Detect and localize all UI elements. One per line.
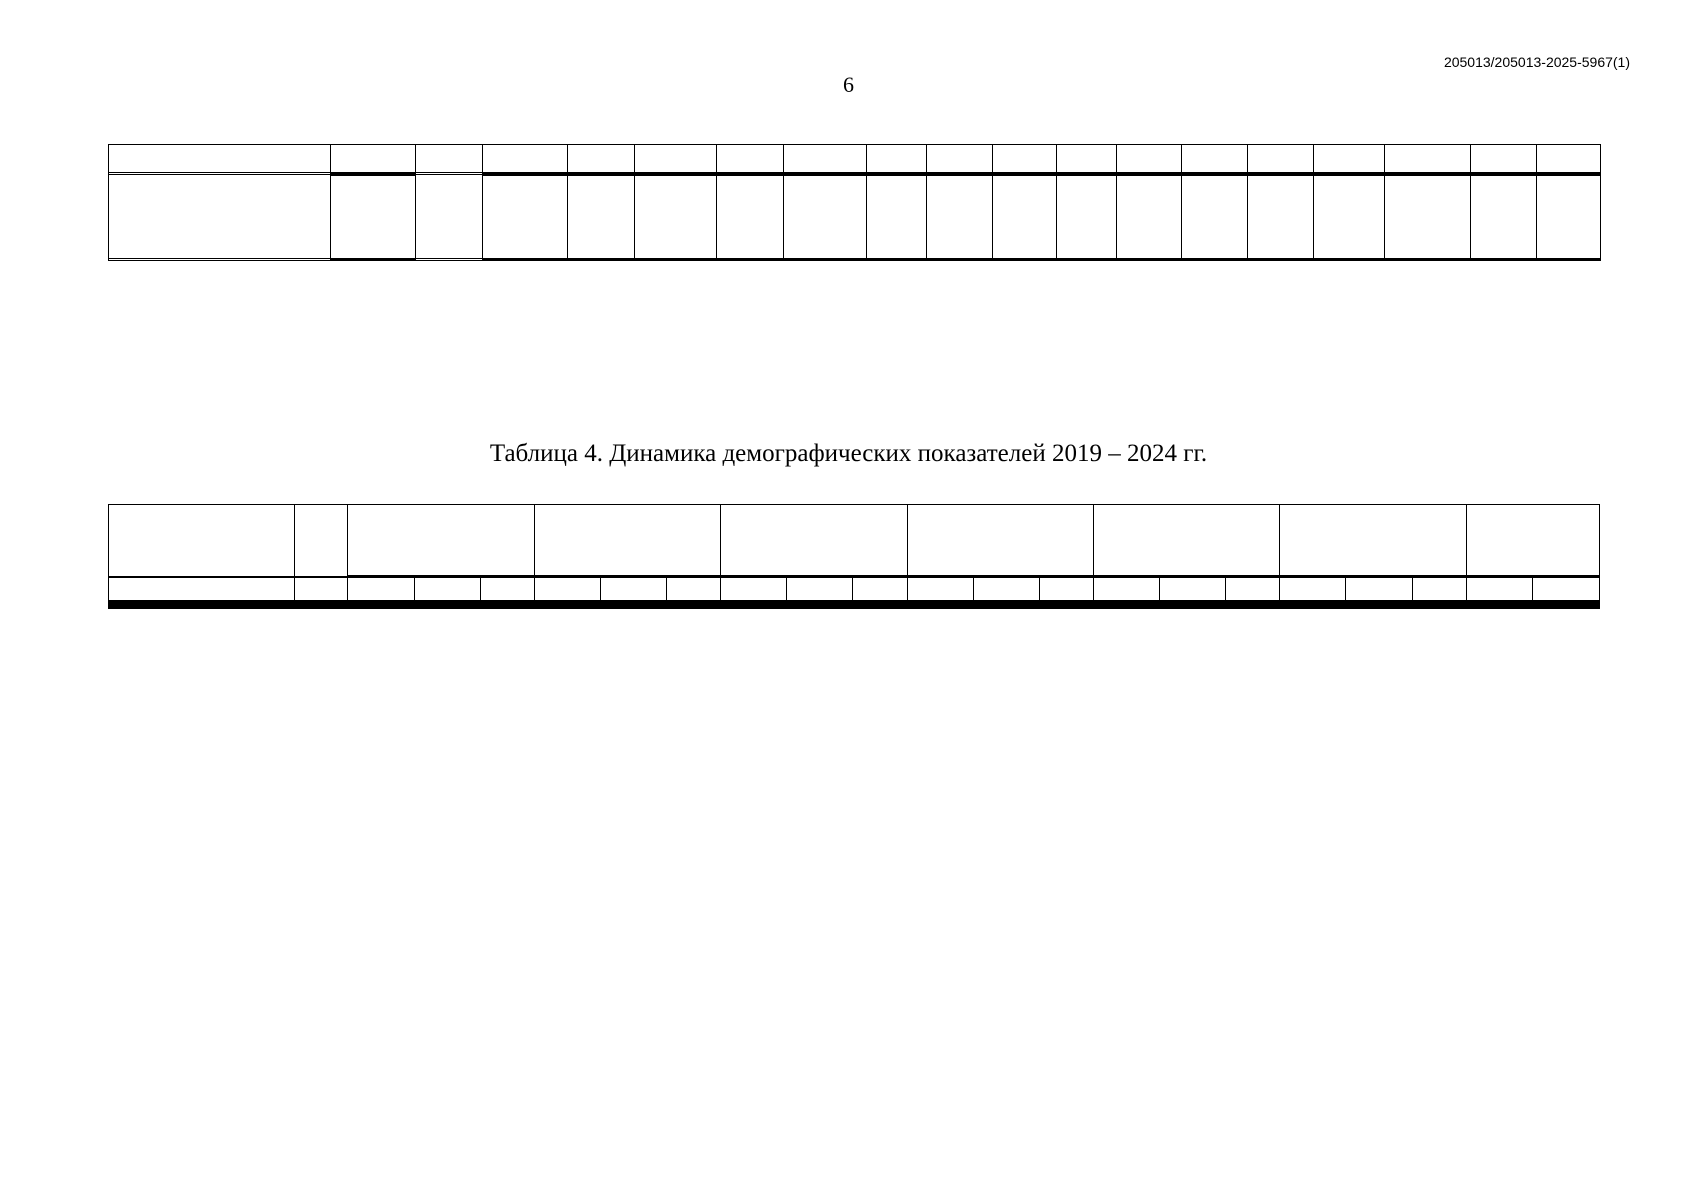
indicator-value [667, 608, 721, 609]
rate-value [1182, 260, 1248, 261]
rate-value [635, 176, 717, 259]
column-number [348, 577, 414, 601]
column-number [295, 577, 348, 601]
rate-value [717, 176, 784, 259]
rate-value [483, 260, 568, 261]
document-id: 205013/205013-2025-5967(1) [1443, 54, 1630, 70]
indicator-value [480, 608, 534, 609]
rate-value [1385, 176, 1471, 259]
indicator-value [1039, 608, 1093, 609]
column-number [1160, 577, 1226, 601]
column-number [109, 145, 331, 173]
indicator-value [1226, 608, 1280, 609]
rate-value [1471, 176, 1537, 259]
indicator-value [853, 608, 907, 609]
indicator-value [787, 608, 853, 609]
column-number [1093, 577, 1159, 601]
header-row [109, 505, 1600, 576]
indicator-header [109, 505, 295, 578]
rate-value [1385, 260, 1471, 261]
indicator-value [721, 608, 787, 609]
disease-rates-table [108, 144, 1601, 261]
indicator-value [534, 608, 600, 609]
column-number [784, 145, 867, 173]
area-type [331, 176, 416, 259]
year-header [348, 505, 534, 576]
column-number [331, 145, 416, 173]
rate-value [483, 176, 568, 259]
column-number [993, 145, 1057, 173]
indicator-value [1160, 608, 1226, 609]
column-number [1057, 145, 1117, 173]
column-number [973, 577, 1039, 601]
column-number [853, 577, 907, 601]
area-type [331, 260, 416, 261]
rate-value [1057, 260, 1117, 261]
column-number [1039, 577, 1093, 601]
indicator-value [1466, 608, 1532, 609]
disease-name [109, 259, 331, 261]
rate-value [1537, 176, 1601, 259]
rate-value [1182, 176, 1248, 259]
indicator-value [973, 608, 1039, 609]
rate-value [784, 260, 867, 261]
rate-value [867, 176, 927, 259]
rate-value [1117, 260, 1182, 261]
rate-value [1537, 260, 1601, 261]
rate-value [993, 176, 1057, 259]
column-number [1532, 577, 1599, 601]
indicator-value [348, 608, 414, 609]
table-row [109, 608, 1600, 609]
icd-code [416, 175, 483, 259]
icd-code-header [295, 505, 348, 578]
indicator-value [1532, 608, 1599, 609]
column-number [1248, 145, 1314, 173]
column-number [907, 577, 973, 601]
column-number [867, 145, 927, 173]
indicator-name [109, 608, 295, 609]
icd-code [416, 259, 483, 261]
rate-value [927, 260, 993, 261]
column-number-row [109, 145, 1601, 173]
rate-value [1471, 260, 1537, 261]
demographic-indicators-table [108, 504, 1600, 609]
indicator-value [1412, 608, 1466, 609]
column-number [1226, 577, 1280, 601]
column-number [787, 577, 853, 601]
table-row [109, 260, 1601, 261]
column-number [1466, 577, 1532, 601]
column-number [1117, 145, 1182, 173]
column-number [600, 577, 666, 601]
indicator-value [1093, 608, 1159, 609]
column-number-row [109, 577, 1600, 601]
rate-value [1117, 176, 1182, 259]
icd-code [295, 608, 348, 609]
dynamics-header [1466, 505, 1599, 576]
column-number [1412, 577, 1466, 601]
column-number [416, 145, 483, 173]
indicator-value [414, 608, 480, 609]
year-header [1280, 505, 1466, 576]
year-header [721, 505, 907, 576]
indicator-value [1346, 608, 1412, 609]
rate-value [867, 260, 927, 261]
column-number [1471, 145, 1537, 173]
column-number [667, 577, 721, 601]
rate-value [568, 176, 635, 259]
rate-value [1248, 176, 1314, 259]
column-number [1280, 577, 1346, 601]
rate-value [635, 260, 717, 261]
column-number [534, 577, 600, 601]
rate-value [993, 260, 1057, 261]
indicator-value [1280, 608, 1346, 609]
year-header [534, 505, 720, 576]
column-number [109, 577, 295, 601]
column-number [721, 577, 787, 601]
page-number: 6 [843, 72, 854, 97]
year-header [1093, 505, 1279, 576]
rate-value [568, 260, 635, 261]
year-header [907, 505, 1093, 576]
rate-value [1248, 260, 1314, 261]
rate-value [927, 176, 993, 259]
disease-name [109, 175, 331, 259]
column-number [414, 577, 480, 601]
column-number [483, 145, 568, 173]
column-number [1182, 145, 1248, 173]
table-row [109, 176, 1601, 259]
column-number [568, 145, 635, 173]
column-number [1346, 577, 1412, 601]
column-number [1314, 145, 1385, 173]
rate-value [784, 176, 867, 259]
column-number [480, 577, 534, 601]
column-number [1537, 145, 1601, 173]
column-number [717, 145, 784, 173]
column-number [635, 145, 717, 173]
indicator-value [600, 608, 666, 609]
column-number [927, 145, 993, 173]
rate-value [1057, 176, 1117, 259]
column-number [1385, 145, 1471, 173]
table-caption: Таблица 4. Динамика демографических показателей 2019 – 2024 гг. [489, 440, 1208, 467]
rate-value [1314, 176, 1385, 259]
rate-value [717, 260, 784, 261]
rate-value [1314, 260, 1385, 261]
indicator-value [907, 608, 973, 609]
